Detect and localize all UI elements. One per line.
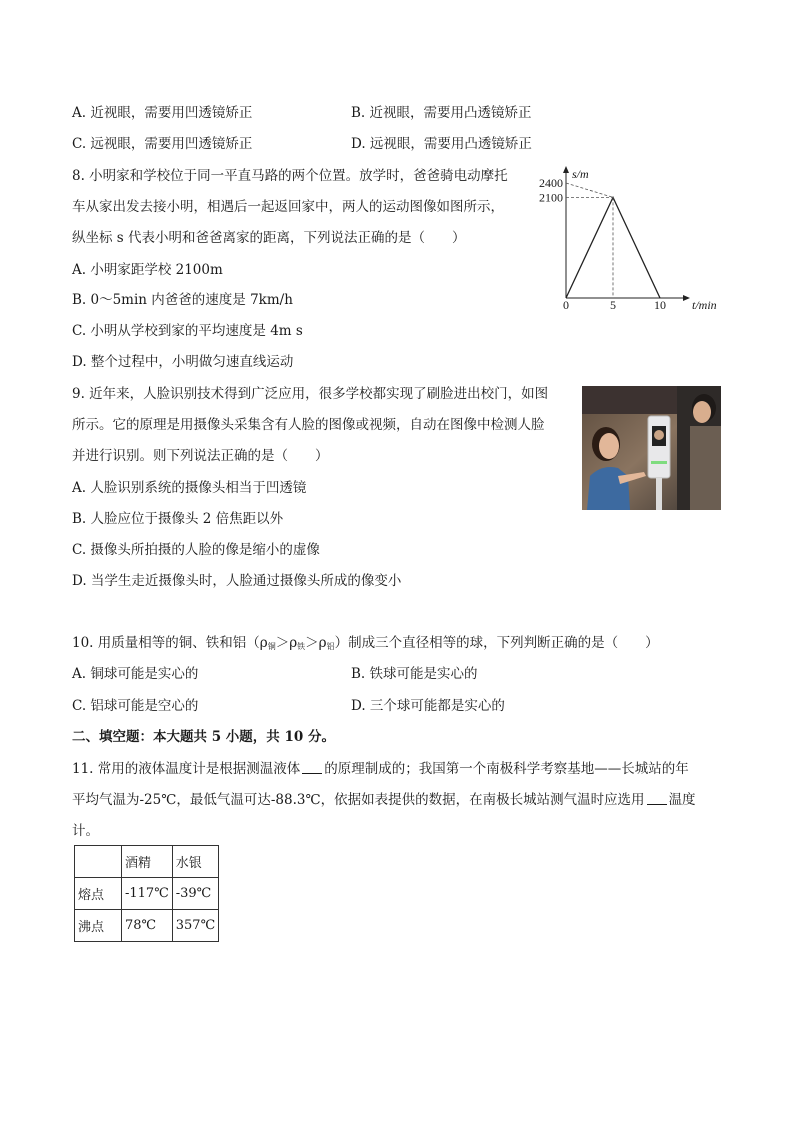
q10-gt-1: ＞ρ <box>275 635 298 651</box>
table-header-cell: 水银 <box>172 846 218 878</box>
q11-line-1 <box>72 760 689 778</box>
q7-option-a: A. 近视眼，需要用凹透镜矫正 <box>72 105 253 121</box>
q8-stem-line-2: 车从家出发去接小明，相遇后一起返回家中，两人的运动图像如图所示， <box>72 199 504 215</box>
q7-option-b: B. 近视眼，需要用凸透镜矫正 <box>351 105 532 121</box>
guide-2400 <box>566 183 613 197</box>
q7-option-d: D. 远视眼，需要用凸透镜矫正 <box>351 136 532 152</box>
q9-option-c: C. 摄像头所拍摄的人脸的像是缩小的虚像 <box>72 542 320 558</box>
q10-option-c: C. 铝球可能是空心的 <box>72 698 199 714</box>
table-row <box>75 878 219 910</box>
table-header-row <box>75 846 219 878</box>
y-axis-arrow <box>563 166 569 173</box>
y-axis-label: s/m <box>572 167 589 181</box>
table-cell: 熔点 <box>75 878 122 910</box>
q11-blank-1[interactable] <box>302 760 322 774</box>
q10-option-a: A. 铜球可能是实心的 <box>72 666 199 682</box>
q9-option-b: B. 人脸应位于摄像头 2 倍焦距以外 <box>72 511 284 527</box>
face-recognition-photo <box>582 386 721 510</box>
q8-option-a: A. 小明家距学校 2100m <box>72 262 223 278</box>
st-graph <box>530 160 730 320</box>
q9-stem-line-3: 并进行识别。则下列说法正确的是（ ） <box>72 448 329 464</box>
x-axis-label: t/min <box>692 298 717 312</box>
y-tick-label: 2400 <box>539 176 563 190</box>
q8-option-d: D. 整个过程中，小明做匀速直线运动 <box>72 354 294 370</box>
table-header-cell <box>75 846 122 878</box>
q10-option-b: B. 铁球可能是实心的 <box>351 666 478 682</box>
x-tick-label: 5 <box>610 298 616 312</box>
q10-sub-iron: 铁 <box>297 642 306 651</box>
table-cell: 357℃ <box>172 910 218 942</box>
q8-stem-line-3: 纵坐标 s 代表小明和爸爸离家的距离，下列说法正确的是（ ） <box>72 230 466 246</box>
q10-sub-aluminum: 铝 <box>326 642 335 651</box>
table-cell: 78℃ <box>122 910 173 942</box>
q11-line-2 <box>72 791 696 809</box>
q10-stem-post: ）制成三个直径相等的球，下列判断正确的是（ ） <box>334 635 659 651</box>
q9-option-a: A. 人脸识别系统的摄像头相当于凹透镜 <box>72 480 307 496</box>
table-cell: -117℃ <box>122 878 173 910</box>
table-cell: 沸点 <box>75 910 122 942</box>
table-row <box>75 910 219 942</box>
x-tick-label: 10 <box>654 298 666 312</box>
q8-stem-line-1: 8. 小明家和学校位于同一平直马路的两个位置。放学时，爸爸骑电动摩托 <box>72 168 508 184</box>
q10-sub-copper: 铜 <box>267 642 276 651</box>
y-tick-label: 2100 <box>539 190 563 205</box>
q10-stem-pre: 10. 用质量相等的铜、铁和铝（ρ <box>72 635 268 651</box>
q9-stem-line-2: 所示。它的原理是用摄像头采集含有人脸的图像或视频，自动在图像中检测人脸 <box>72 417 545 433</box>
q11-line-1-b: 的原理制成的；我国第一个南极科学考察基地——长城站的年 <box>324 761 689 777</box>
table-header-cell: 酒精 <box>122 846 173 878</box>
q11-blank-2[interactable] <box>647 791 667 805</box>
q7-option-c: C. 远视眼，需要用凹透镜矫正 <box>72 136 253 152</box>
q9-stem-line-1: 9. 近年来，人脸识别技术得到广泛应用，很多学校都实现了刷脸进出校门，如图 <box>72 386 549 402</box>
x-axis-arrow <box>683 295 690 301</box>
q10-option-d: D. 三个球可能都是实心的 <box>351 698 505 714</box>
q10-stem <box>72 634 659 656</box>
table-cell: -39℃ <box>172 878 218 910</box>
section-heading-fill-blank: 二、填空题：本大题共 5 小题，共 10 分。 <box>72 729 335 745</box>
q11-line-1-a: 11. 常用的液体温度计是根据测温液体 <box>72 761 301 777</box>
liquid-property-table <box>74 845 219 942</box>
q11-line-2-a: 平均气温为-25℃，最低气温可达-88.3℃，依据如表提供的数据，在南极长城站测气温时应选用 <box>72 792 645 808</box>
q8-option-c: C. 小明从学校到家的平均速度是 4m s <box>72 323 303 339</box>
q9-option-d: D. 当学生走近摄像头时，人脸通过摄像头所成的像变小 <box>72 573 402 589</box>
q8-option-b: B. 0～5min 内爸爸的速度是 7km/h <box>72 292 293 308</box>
x-tick-label: 0 <box>563 298 569 312</box>
q10-gt-2: ＞ρ <box>305 635 327 651</box>
q11-line-2-b: 温度 <box>668 792 696 808</box>
q11-line-3: 计。 <box>72 823 99 839</box>
